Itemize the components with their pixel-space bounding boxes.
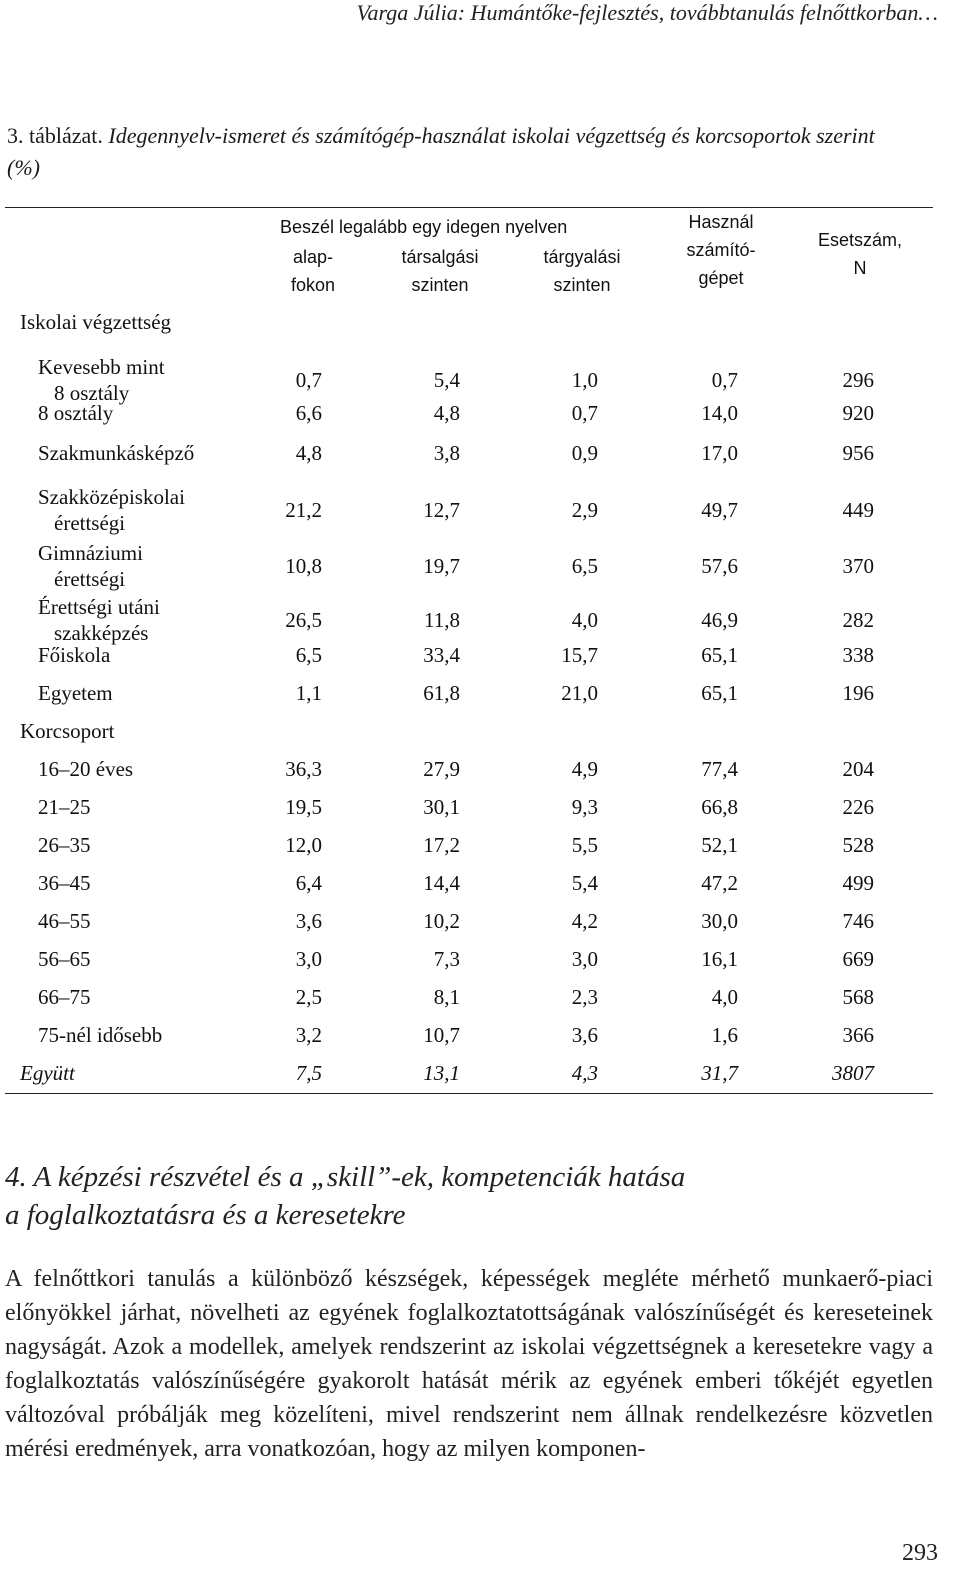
running-head: Varga Júlia: Humántőke-fejlesztés, továbbtanulás felnőttkorban… bbox=[356, 0, 938, 25]
cell-v1: 3,0 bbox=[295, 947, 322, 971]
body-paragraph: A felnőttkori tanulás a különböző készségek, képességek megléte mérhető munkaerő-piaci előnyökkel járhat, növelheti az egyének foglalkoztatottságának valószínűségét és kereseteinek nagyságát. Azok a modellek, amelyek rendszerint az iskolai végzettségnek a keresetekre vagy a foglalkoztatás valószínűségére gyakorolt hatását mérik az egyének emberi tőkéjét egyetlen változóval próbálják meg közelíteni, mivel rendszerint nem állnak rendelkezésre közvetlen mérési eredmények, arra vonatkozóan, hogy az milyen komponen- bbox=[5, 1266, 933, 1462]
header-col4-line1: Használ bbox=[688, 212, 754, 232]
header-col3-line2: szinten bbox=[553, 275, 611, 295]
header-col3-line1: tárgyalási bbox=[543, 247, 621, 267]
cell-v3: 6,5 bbox=[571, 554, 598, 578]
cell-n: 204 bbox=[842, 757, 874, 781]
cell-v1: 10,8 bbox=[285, 554, 322, 578]
cell-v4: 14,0 bbox=[701, 401, 738, 425]
section-heading-line1: 4. A képzési részvétel és a „skill”-ek, kompetenciák hatása bbox=[5, 1161, 686, 1193]
caption-number: 3. táblázat. bbox=[7, 123, 103, 148]
total-cell-n: 3807 bbox=[832, 1061, 874, 1085]
row-label: 75-nél idősebb bbox=[38, 1023, 163, 1047]
cell-v2: 5,4 bbox=[433, 368, 460, 392]
cell-v3: 2,9 bbox=[571, 498, 598, 522]
cell-v1: 3,6 bbox=[295, 909, 322, 933]
cell-n: 282 bbox=[842, 608, 874, 632]
caption-title: Idegennyelv-ismeret és számítógép-használat iskolai végzettség és korcsoportok szerint (%) bbox=[7, 123, 875, 180]
cell-v4: 57,6 bbox=[701, 554, 738, 578]
cell-v1: 3,2 bbox=[295, 1023, 322, 1047]
cell-v3: 15,7 bbox=[561, 643, 598, 667]
cell-v3: 21,0 bbox=[561, 681, 598, 705]
cell-v2: 27,9 bbox=[423, 757, 460, 781]
section-heading-line2: a foglalkoztatásra és a keresetekre bbox=[5, 1199, 406, 1231]
row-label: Érettségi utáni bbox=[38, 595, 160, 619]
cell-v1: 4,8 bbox=[295, 441, 322, 465]
row-label-continued: szakképzés bbox=[54, 621, 149, 645]
cell-v4: 16,1 bbox=[701, 947, 738, 971]
cell-v4: 0,7 bbox=[711, 368, 738, 392]
cell-v4: 47,2 bbox=[701, 871, 738, 895]
cell-v4: 4,0 bbox=[711, 985, 738, 1009]
cell-v1: 21,2 bbox=[285, 498, 322, 522]
cell-v1: 12,0 bbox=[285, 833, 322, 857]
header-col4-line3: gépet bbox=[698, 268, 744, 288]
cell-n: 956 bbox=[842, 441, 874, 465]
total-cell-v1: 7,5 bbox=[295, 1061, 322, 1085]
cell-n: 746 bbox=[842, 909, 874, 933]
row-label: Egyetem bbox=[38, 681, 113, 705]
total-row-label: Együtt bbox=[20, 1061, 75, 1085]
cell-v3: 4,0 bbox=[571, 608, 598, 632]
cell-v2: 14,4 bbox=[423, 871, 460, 895]
cell-v1: 36,3 bbox=[285, 757, 322, 781]
row-label: 36–45 bbox=[38, 871, 91, 895]
cell-v3: 0,9 bbox=[571, 441, 598, 465]
cell-n: 196 bbox=[842, 681, 874, 705]
cell-v2: 10,7 bbox=[423, 1023, 460, 1047]
header-col1-line2: fokon bbox=[290, 275, 336, 295]
cell-v2: 7,3 bbox=[433, 947, 460, 971]
total-cell-v2: 13,1 bbox=[423, 1061, 460, 1085]
cell-v2: 61,8 bbox=[423, 681, 460, 705]
cell-n: 568 bbox=[842, 985, 874, 1009]
cell-v2: 33,4 bbox=[423, 643, 460, 667]
row-label-continued: érettségi bbox=[54, 567, 126, 591]
cell-n: 370 bbox=[842, 554, 874, 578]
cell-v4: 52,1 bbox=[701, 833, 738, 857]
cell-n: 338 bbox=[842, 643, 874, 667]
cell-n: 669 bbox=[842, 947, 874, 971]
cell-n: 528 bbox=[842, 833, 874, 857]
cell-v4: 77,4 bbox=[701, 757, 738, 781]
total-cell-v4: 31,7 bbox=[701, 1061, 738, 1085]
cell-v4: 46,9 bbox=[701, 608, 738, 632]
row-label: Szakközépiskolai bbox=[38, 485, 185, 509]
cell-v2: 4,8 bbox=[433, 401, 460, 425]
cell-v3: 3,6 bbox=[571, 1023, 598, 1047]
cell-v4: 49,7 bbox=[701, 498, 738, 522]
cell-v4: 65,1 bbox=[701, 643, 738, 667]
cell-n: 920 bbox=[842, 401, 874, 425]
cell-v3: 1,0 bbox=[571, 368, 598, 392]
cell-v3: 2,3 bbox=[571, 985, 598, 1009]
cell-v1: 26,5 bbox=[285, 608, 322, 632]
row-label: Gimnáziumi bbox=[38, 541, 143, 565]
cell-v1: 2,5 bbox=[295, 985, 322, 1009]
row-label: 21–25 bbox=[38, 795, 91, 819]
cell-v3: 4,2 bbox=[571, 909, 598, 933]
row-label: 8 osztály bbox=[38, 401, 114, 425]
row-label: 16–20 éves bbox=[38, 757, 134, 781]
page-number: 293 bbox=[902, 1540, 938, 1566]
header-col5-line1: Esetszám, bbox=[817, 230, 903, 250]
row-label: 56–65 bbox=[38, 947, 91, 971]
cell-v2: 17,2 bbox=[423, 833, 460, 857]
cell-v1: 6,6 bbox=[295, 401, 322, 425]
row-label-continued: érettségi bbox=[54, 511, 126, 535]
cell-n: 296 bbox=[842, 368, 874, 392]
cell-n: 499 bbox=[842, 871, 874, 895]
cell-v2: 30,1 bbox=[423, 795, 460, 819]
cell-v2: 12,7 bbox=[423, 498, 460, 522]
header-col2-line2: szinten bbox=[411, 275, 469, 295]
table-caption bbox=[7, 120, 907, 184]
cell-v2: 10,2 bbox=[423, 909, 460, 933]
cell-n: 366 bbox=[842, 1023, 874, 1047]
table-bottom-rule bbox=[5, 1093, 933, 1094]
header-col4-line2: számító- bbox=[686, 240, 756, 260]
cell-v1: 0,7 bbox=[295, 368, 322, 392]
cell-v4: 1,6 bbox=[711, 1023, 738, 1047]
table-top-rule bbox=[5, 207, 933, 208]
cell-v1: 19,5 bbox=[285, 795, 322, 819]
cell-v4: 66,8 bbox=[701, 795, 738, 819]
section-heading bbox=[5, 1158, 925, 1234]
row-label: Szakmunkásképző bbox=[38, 441, 195, 465]
section-label-education: Iskolai végzettség bbox=[20, 310, 172, 334]
cell-v3: 9,3 bbox=[571, 795, 598, 819]
cell-v3: 5,5 bbox=[571, 833, 598, 857]
row-label: 66–75 bbox=[38, 985, 91, 1009]
header-col1-line1: alap- bbox=[292, 247, 334, 267]
section-label-age: Korcsoport bbox=[20, 719, 115, 743]
cell-v4: 65,1 bbox=[701, 681, 738, 705]
cell-v3: 5,4 bbox=[571, 871, 598, 895]
row-label: 46–55 bbox=[38, 909, 91, 933]
cell-n: 449 bbox=[842, 498, 874, 522]
row-label: Kevesebb mint bbox=[38, 355, 165, 379]
cell-v2: 19,7 bbox=[423, 554, 460, 578]
header-group-label: Beszél legalább egy idegen nyelven bbox=[280, 217, 568, 237]
cell-v2: 8,1 bbox=[433, 985, 460, 1009]
row-label: 26–35 bbox=[38, 833, 91, 857]
cell-v3: 0,7 bbox=[571, 401, 598, 425]
cell-v3: 4,9 bbox=[571, 757, 598, 781]
cell-v1: 6,5 bbox=[295, 643, 322, 667]
cell-n: 226 bbox=[842, 795, 874, 819]
header-col5-line2: N bbox=[853, 258, 867, 278]
cell-v2: 11,8 bbox=[424, 608, 460, 632]
header-col2-line1: társalgási bbox=[401, 247, 479, 267]
total-cell-v3: 4,3 bbox=[571, 1061, 598, 1085]
row-label: Főiskola bbox=[38, 643, 111, 667]
cell-v1: 6,4 bbox=[295, 871, 322, 895]
cell-v2: 3,8 bbox=[433, 441, 460, 465]
cell-v4: 30,0 bbox=[701, 909, 738, 933]
row-label-continued: 8 osztály bbox=[54, 381, 130, 405]
cell-v1: 1,1 bbox=[295, 681, 322, 705]
cell-v4: 17,0 bbox=[701, 441, 738, 465]
cell-v3: 3,0 bbox=[571, 947, 598, 971]
